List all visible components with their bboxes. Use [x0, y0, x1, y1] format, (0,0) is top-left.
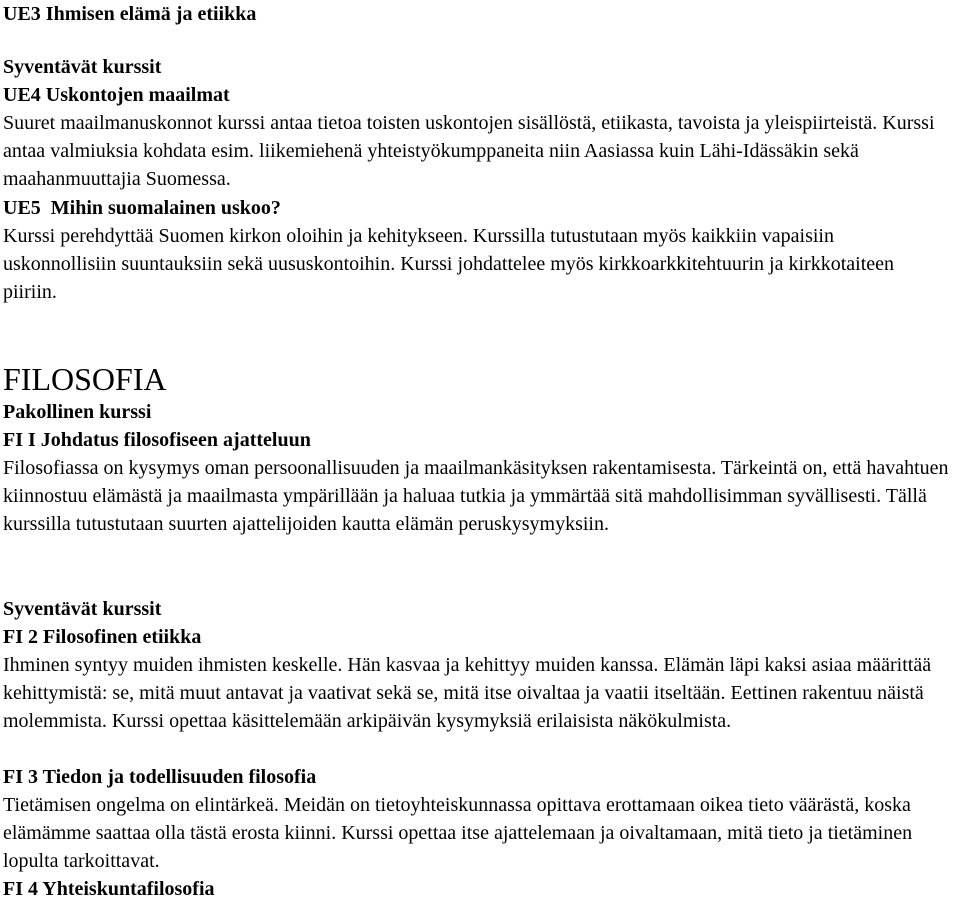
ue-advanced-courses-label: Syventävät kurssit	[3, 56, 162, 78]
fi2-description: Ihminen syntyy muiden ihmisten keskelle. Hän kasvaa ja kehittyy muiden kanssa. Elämän läpi kaksi asiaa määrittää kehittymistä: se, mitä muut antavat ja vaativat sekä se, mitä itse oivaltaa ja vaatii itseltään. Eettinen rakentuu näistä molemmista. Kurssi opettaa käsittelemään arkipäivän kysymyksiä erilaisista näkökulmista.	[3, 654, 932, 732]
filosofia-advanced-label: Syventävät kurssit	[3, 598, 162, 620]
filosofia-heading: FILOSOFIA	[3, 361, 167, 397]
fi1-description: Filosofiassa on kysymys oman persoonallisuuden ja maailmankäsityksen rakentamisesta. Tärkeintä on, että havahtuen kiinnostuu elämästä ja maailmasta ympärillään ja haluaa tutkia ja ymmärtää sitä mahdollisimman syvällisesti. Tällä kurssilla tutustutaan suurten ajattelijoiden kautta elämän peruskysymyksiin.	[3, 457, 949, 535]
fi4-title: FI 4 Yhteiskuntafilosofia	[3, 878, 215, 900]
ue5-title: UE5 Mihin suomalainen uskoo?	[3, 197, 281, 219]
fi3-description: Tietämisen ongelma on elintärkeä. Meidän on tietoyhteiskunnassa opittava erottamaan oikea tieto väärästä, koska elämämme saattaa olla tästä erosta kiinni. Kurssi opettaa itse ajattelemaan ja oivaltamaan, mitä tieto ja tietäminen lopulta tarkoittavat.	[3, 794, 913, 872]
filosofia-mandatory-label: Pakollinen kurssi	[3, 401, 152, 423]
fi2-title: FI 2 Filosofinen etiikka	[3, 626, 202, 648]
fi3-title: FI 3 Tiedon ja todellisuuden filosofia	[3, 766, 317, 788]
ue4-title: UE4 Uskontojen maailmat	[3, 84, 230, 106]
ue5-description: Kurssi perehdyttää Suomen kirkon oloihin ja kehitykseen. Kurssilla tutustutaan myös kaikkiin vapaisiin uskonnollisiin suuntauksiin sekä uususkontoihin. Kurssi johdattelee myös kirkkoarkkitehtuurin ja kirkkotaiteen piiriin.	[3, 225, 895, 303]
ue4-description: Suuret maailmanuskonnot kurssi antaa tietoa toisten uskontojen sisällöstä, etiikasta, tavoista ja yleispiirteistä. Kurssi antaa valmiuksia kohdata esim. liikemiehenä yhteistyökumppaneita niin Aasiassa kuin Lähi-Idässäkin sekä maahanmuuttajia Suomessa.	[3, 112, 935, 190]
fi1-title: FI I Johdatus filosofiseen ajatteluun	[3, 429, 311, 451]
ue3-title: UE3 Ihmisen elämä ja etiikka	[3, 3, 257, 25]
